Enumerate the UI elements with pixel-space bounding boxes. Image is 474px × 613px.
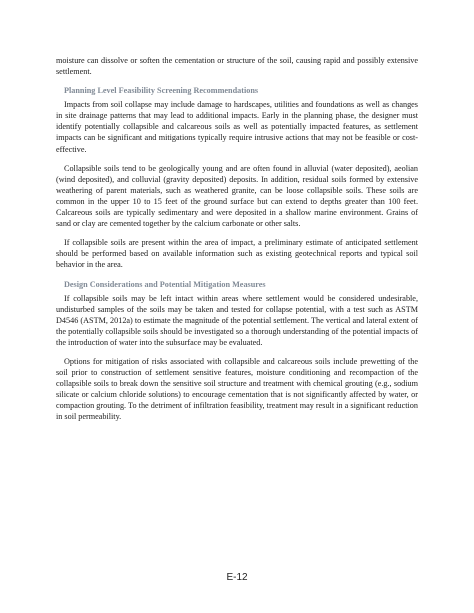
section-heading-screening: Planning Level Feasibility Screening Recommendations	[64, 86, 259, 96]
document-body	[56, 55, 418, 431]
intro-paragraph: moisture can dissolve or soften the cementation or structure of the soil, causing rapid and possibly extensive settlement.	[56, 56, 418, 77]
paragraph-impacts: Impacts from soil collapse may include damage to hardscapes, utilities and foundations as well as changes in site drainage patterns that may lead to additional impacts. Early in the planning phase, the designer must identify potentially collapsible and calcareous soils as well as potentially impacted features, as settlement impacts can be significant and mitigations typically require intrusive actions that may not be feasible or cost-effective.	[56, 100, 418, 154]
section-heading-design: Design Considerations and Potential Mitigation Measures	[64, 279, 266, 289]
paragraph-preliminary-estimate: If collapsible soils are present within the area of impact, a preliminary estimate of anticipated settlement should be performed based on available information such as existing geotechnical reports and typical soil behavior in the area.	[56, 238, 418, 270]
paragraph-mitigation-options: Options for mitigation of risks associated with collapsible and calcareous soils include prewetting of the soil prior to construction of settlement sensitive features, moisture conditioning and recompaction of the collapsible soils to break down the sensitive soil structure and treatment with chemical grouting (e.g., sodium silicate or calcium chloride solutions) to encourage cementation that is not significantly affected by water, or compaction grouting. To the detriment of infiltration feasibility, treatment may result in a significant reduction in soil permeability.	[56, 356, 418, 422]
page-number: E-12	[226, 572, 248, 583]
paragraph-testing: If collapsible soils may be left intact within areas where settlement would be considered undesirable, undisturbed samples of the soils may be taken and tested for collapse potential, with a test such as ASTM D4546 (ASTM, 2012a) to estimate the magnitude of the potential settlement. The vertical and lateral extent of the potentially collapsible soils should be investigated so a thorough understanding of the potential impacts of the introduction of water into the subsurface may be evaluated.	[56, 293, 418, 347]
paragraph-collapsible-soils: Collapsible soils tend to be geologically young and are often found in alluvial (water deposited), aeolian (wind deposited), and colluvial (gravity deposited) deposits. In addition, residual soils formed by extensive weathering of parent materials, such as weathered granite, can be loose collapsible soils. These soils are common in the upper 10 to 15 feet of the ground surface but can extend to depths greater than 100 feet. Calcareous soils are typically sedimentary and were deposited in a shallow marine environment. Grains of sand or clay are cemented together by the calcium carbonate or other salts.	[56, 163, 418, 229]
